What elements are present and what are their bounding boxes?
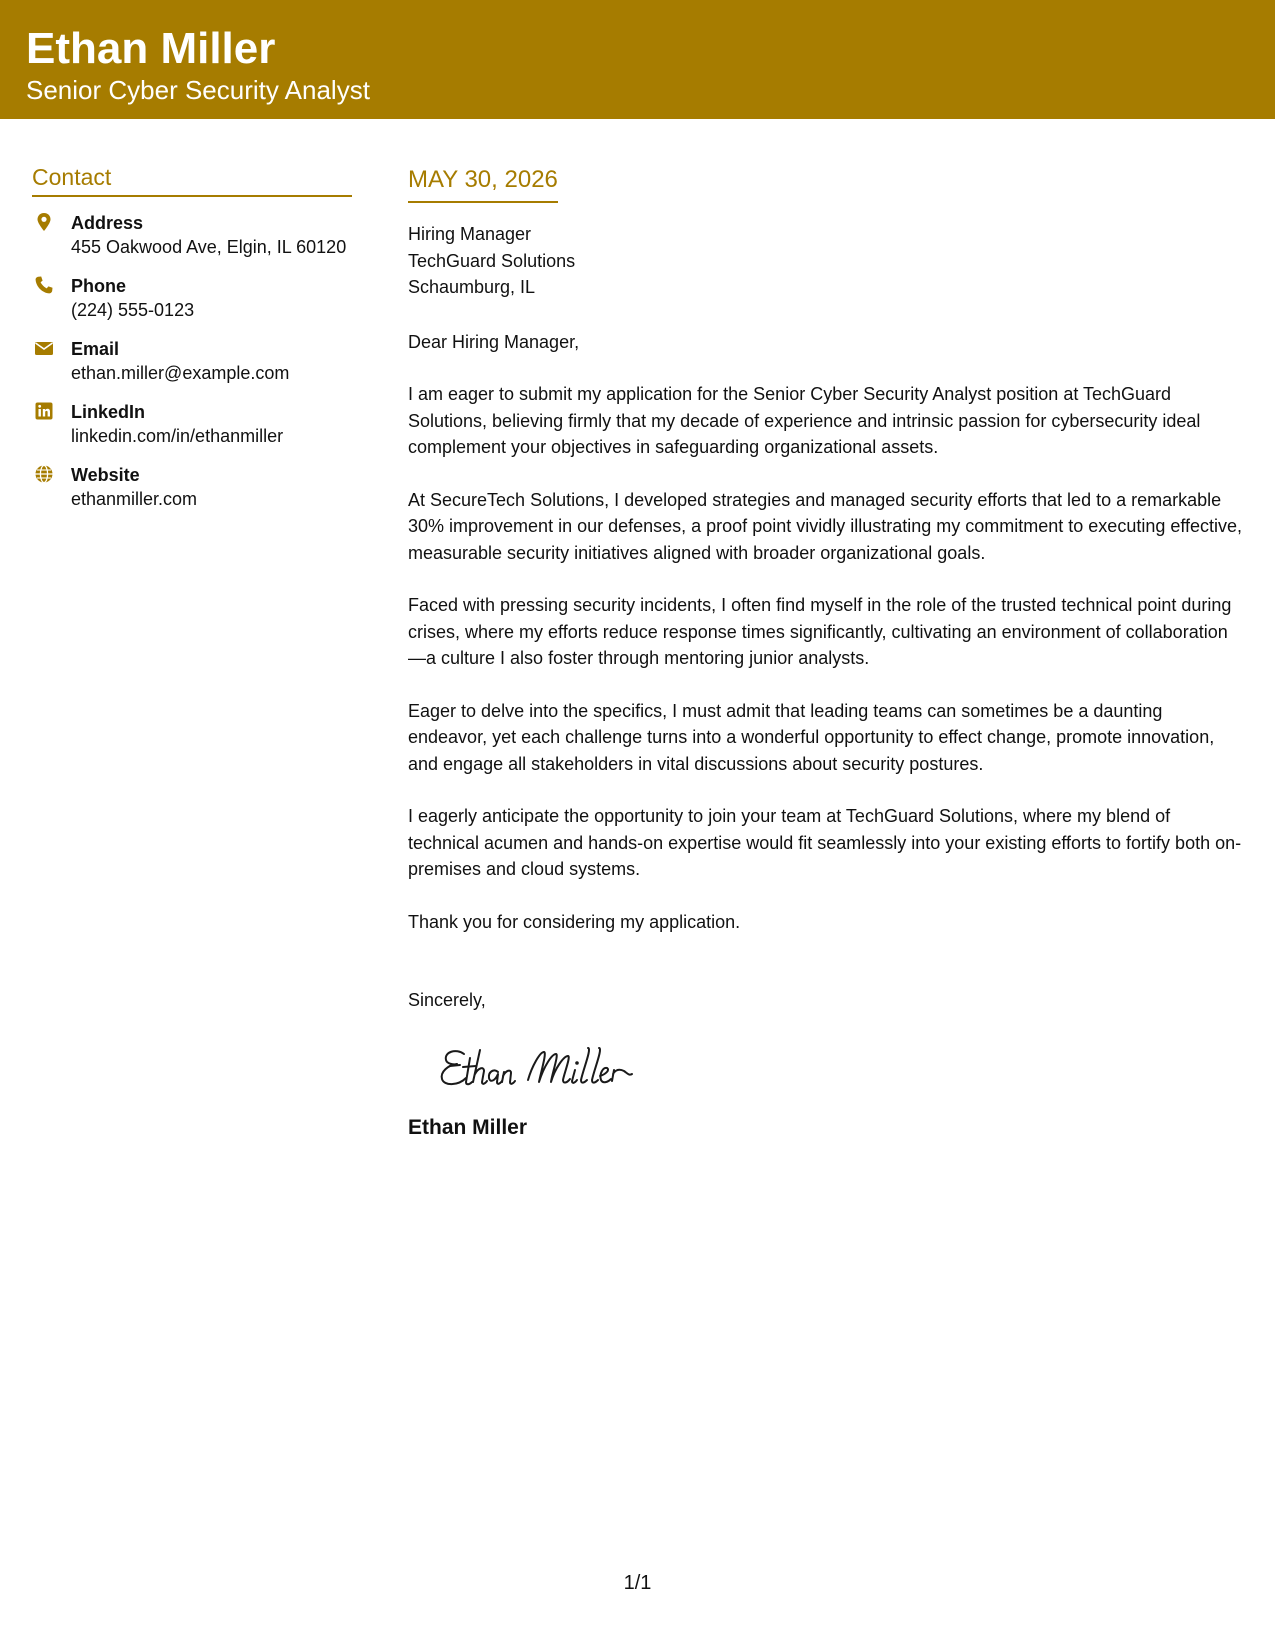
contact-heading: Contact — [32, 162, 352, 197]
contact-value: 455 Oakwood Ave, Elgin, IL 60120 — [71, 237, 347, 257]
phone-icon — [34, 275, 54, 295]
contact-label: Website — [71, 465, 140, 485]
contact-value: ethanmiller.com — [71, 489, 198, 509]
contact-value: linkedin.com/in/ethanmiller — [71, 426, 284, 446]
recipient-company: TechGuard Solutions — [408, 250, 576, 271]
letter-paragraph: I eagerly anticipate the opportunity to join your team at TechGuard Solutions, where my blend of technical acumen and hands-on expertise would fit seamlessly into your existing efforts to fortify both on-premises and cloud systems. — [408, 806, 1242, 879]
contact-label: Phone — [71, 276, 127, 296]
closing: Sincerely, — [408, 990, 486, 1010]
contact-value: (224) 555-0123 — [71, 300, 195, 320]
applicant-role: Senior Cyber Security Analyst — [26, 75, 370, 105]
contact-website — [32, 463, 352, 511]
contact-label: LinkedIn — [71, 402, 146, 422]
letter-paragraph: Faced with pressing security incidents, I often find myself in the role of the trusted technical point during crises, where my efforts reduce response times significantly, cultivating an environment of collaboration—a culture I also foster through mentoring junior analysts. — [408, 595, 1232, 668]
contact-label: Address — [71, 213, 144, 233]
letter-paragraph: Thank you for considering my application. — [408, 911, 741, 932]
contact-phone — [32, 274, 352, 322]
letter-date: MAY 30, 2026 — [408, 164, 558, 203]
map-pin-icon — [34, 212, 54, 232]
envelope-icon — [34, 338, 54, 358]
contact-address — [32, 211, 352, 259]
contact-label: Email — [71, 339, 120, 359]
letter-paragraph: At SecureTech Solutions, I developed strategies and managed security efforts that led to a remarkable 30% improvement in our defenses, a proof point vividly illustrating my commitment to executing effective, measurable security initiatives aligned with broader organizational goals. — [408, 489, 1243, 563]
recipient-block — [408, 221, 1243, 301]
contact-value: ethan.miller@example.com — [71, 363, 290, 383]
contact-email — [32, 337, 352, 385]
globe-icon — [34, 464, 54, 484]
applicant-name: Ethan Miller — [26, 24, 276, 73]
salutation: Dear Hiring Manager, — [408, 331, 580, 352]
recipient-title: Hiring Manager — [408, 224, 532, 244]
linkedin-icon — [34, 401, 54, 421]
signer-name: Ethan Miller — [408, 1115, 528, 1139]
handwritten-signature — [436, 1036, 676, 1096]
header-banner — [0, 0, 1275, 119]
page-number: 1/1 — [623, 1572, 652, 1594]
recipient-location: Schaumburg, IL — [408, 277, 536, 297]
letter-paragraph: Eager to delve into the specifics, I must admit that leading teams can sometimes be a daunting endeavor, yet each challenge turns into a wonderful opportunity to effect change, promote innovation, and engage all stakeholders in vital discussions about security postures. — [408, 700, 1215, 774]
contact-sidebar — [32, 162, 352, 526]
contact-linkedin — [32, 400, 352, 448]
letter-paragraph: I am eager to submit my application for the Senior Cyber Security Analyst position at TechGuard Solutions, believing firmly that my decade of experience and intrinsic passion for cybersecurity ideal complement your objectives in safeguarding organizational assets. — [408, 384, 1201, 457]
letter-body — [408, 164, 1243, 1142]
